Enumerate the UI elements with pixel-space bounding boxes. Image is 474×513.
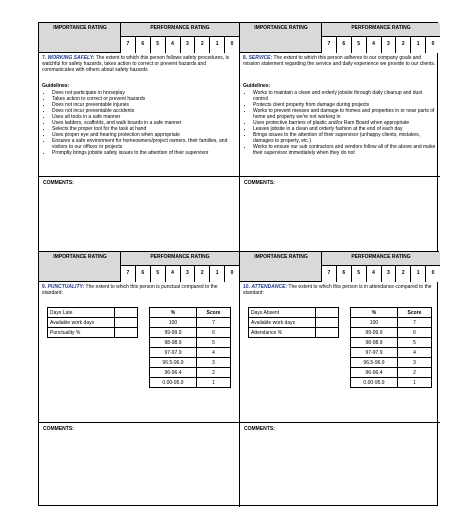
rating-header [240, 252, 440, 282]
scale-0[interactable]: 0 [431, 270, 435, 276]
guidelines-list [42, 90, 236, 156]
list-item: • Brings issues to the attention of their supervisor (unhappy clients, mistakes, damages to property, etc.) [253, 132, 437, 144]
scale-2[interactable]: 2 [195, 37, 210, 53]
section-desc: The extent to which this person adheres to our company goals and mission statement regarding the service and daily experience we provide to our clients. [243, 55, 436, 67]
comments-divider [240, 176, 440, 177]
list-item: • Selects the proper tool for the task at hand [52, 126, 236, 132]
comments-divider [240, 422, 440, 423]
scale-6[interactable]: 6 [337, 37, 352, 53]
performance-scale [322, 265, 440, 282]
performance-scale [121, 265, 239, 282]
score-table [149, 307, 231, 388]
col-header: Score [398, 308, 432, 318]
scale-3[interactable]: 3 [382, 266, 397, 282]
evaluation-form [38, 22, 438, 506]
row-label: Available work days [249, 318, 316, 328]
list-item: • Ensures a safe environment for homeowners/project owners, their families, and visitors to our offices or projects [52, 138, 236, 150]
comments-label: COMMENTS: [244, 180, 275, 186]
section-title: PUNCTUALITY: [47, 284, 85, 290]
col-header: % [351, 308, 398, 318]
scale-1[interactable]: 1 [411, 266, 426, 282]
section-working-safely [39, 23, 239, 251]
table-cell: 5 [398, 338, 432, 348]
table-cell: 100 [351, 318, 398, 328]
list-item: • Uses protective barriers of plastic and/or Ram Board when appropriate [253, 120, 437, 126]
scale-7[interactable]: 7 [121, 266, 136, 282]
row-label: Punctuality % [48, 328, 115, 338]
scale-4[interactable]: 4 [166, 37, 181, 53]
guidelines-label: Guidelines: [243, 83, 271, 89]
list-item: • Works to ensure our sub contractors and vendors follow all of the above and make their supervisor immediately when they do not [253, 144, 437, 156]
table-cell: 0.00-95.9 [351, 378, 398, 388]
rating-header [39, 23, 239, 53]
value-cell[interactable] [316, 308, 339, 318]
value-cell[interactable] [316, 328, 339, 338]
value-cell[interactable] [115, 318, 138, 328]
list-item: • Promptly brings jobsite safety issues to the attention of their supervisor [52, 150, 236, 156]
list-item: • Works to maintain a clean and orderly jobsite through daily cleanup and dust control [253, 90, 437, 102]
row-label: Days Late [48, 308, 115, 318]
table-cell: 96.5-96.9 [150, 358, 197, 368]
table-cell: 100 [150, 318, 197, 328]
table-cell: 7 [398, 318, 432, 328]
list-item: • Uses proper eye and hearing protection when appropriate [52, 132, 236, 138]
col-header: % [150, 308, 197, 318]
performance-rating-label: PERFORMANCE RATING [150, 254, 210, 260]
scale-3[interactable]: 3 [181, 37, 196, 53]
list-item: • Uses ladders, scaffolds, and walk boards in a safe manner [52, 120, 236, 126]
section-desc: The extent to which this person is in attendance compared to the standard: [243, 284, 432, 296]
performance-rating-label: PERFORMANCE RATING [150, 25, 210, 31]
scale-2[interactable]: 2 [195, 266, 210, 282]
performance-scale [322, 36, 440, 53]
section-number: 8. [243, 55, 248, 61]
guidelines-label: Guidelines: [42, 83, 70, 89]
importance-rating-label: IMPORTANCE RATING [254, 25, 308, 31]
table-cell: 6 [197, 328, 231, 338]
row-label: Days Absent [249, 308, 316, 318]
list-item: • Does not incur preventable accidents [52, 108, 236, 114]
section-number: 10. [243, 284, 250, 290]
scale-2[interactable]: 2 [396, 37, 411, 53]
rating-header [39, 252, 239, 282]
scale-0[interactable]: 0 [431, 41, 435, 47]
scale-1[interactable]: 1 [210, 37, 225, 53]
rating-header [240, 23, 440, 53]
table-cell: 98-98.9 [150, 338, 197, 348]
value-cell[interactable] [115, 308, 138, 318]
table-cell: 97-97.9 [150, 348, 197, 358]
table-cell: 7 [197, 318, 231, 328]
scale-2[interactable]: 2 [396, 266, 411, 282]
col-header: Score [197, 308, 231, 318]
section-title: SERVICE: [248, 55, 273, 61]
scale-6[interactable]: 6 [136, 37, 151, 53]
table-cell: 0.00-95.9 [150, 378, 197, 388]
table-cell: 3 [197, 358, 231, 368]
table-cell: 96-96.4 [351, 368, 398, 378]
table-cell: 2 [197, 368, 231, 378]
table-cell: 96-96.4 [150, 368, 197, 378]
scale-4[interactable]: 4 [166, 266, 181, 282]
list-item: • Does not incur preventable injuries [52, 102, 236, 108]
table-cell: 4 [398, 348, 432, 358]
list-item: • Uses all tools in a safe manner [52, 114, 236, 120]
scale-5[interactable]: 5 [352, 266, 367, 282]
comments-label: COMMENTS: [43, 180, 74, 186]
scale-7[interactable]: 7 [121, 37, 136, 53]
scale-5[interactable]: 5 [352, 37, 367, 53]
section-service [239, 23, 440, 251]
scale-7[interactable]: 7 [322, 266, 337, 282]
attendance-input-table [248, 307, 339, 338]
guidelines-list [243, 90, 437, 156]
importance-rating-label: IMPORTANCE RATING [53, 254, 107, 260]
scale-4[interactable]: 4 [367, 37, 382, 53]
section-attendance [239, 252, 440, 507]
scale-5[interactable]: 5 [151, 266, 166, 282]
scale-7[interactable]: 7 [322, 37, 337, 53]
performance-scale [121, 36, 239, 53]
table-cell: 5 [197, 338, 231, 348]
scale-0[interactable]: 0 [230, 41, 234, 47]
section-desc: The extent to which this person follows safety procedures, is watchful for safety hazards, takes action to correct or prevent hazards and communicates with others about safety hazards [42, 55, 230, 73]
section-number: 9. [42, 284, 47, 290]
section-title: ATTENDANCE: [251, 284, 288, 290]
score-table [350, 307, 432, 388]
list-item: • Protects client property from damage during projects [253, 102, 437, 108]
table-cell: 3 [398, 358, 432, 368]
table-cell: 98-98.9 [351, 338, 398, 348]
table-cell: 96.5-96.9 [351, 358, 398, 368]
section-description [243, 55, 437, 67]
table-cell: 99-99.9 [351, 328, 398, 338]
scale-1[interactable]: 1 [411, 37, 426, 53]
section-punctuality [39, 252, 239, 507]
section-description [42, 55, 236, 73]
punctuality-input-table [47, 307, 138, 338]
value-cell[interactable] [316, 318, 339, 328]
scale-3[interactable]: 3 [382, 37, 397, 53]
scale-0[interactable]: 0 [230, 270, 234, 276]
value-cell[interactable] [115, 328, 138, 338]
row-label: Available work days [48, 318, 115, 328]
list-item: • Works to prevent messes and damage to homes and properties in or near parts of home and property we're not working in [253, 108, 437, 120]
section-number: 7. [42, 55, 47, 61]
performance-rating-label: PERFORMANCE RATING [351, 25, 411, 31]
scale-6[interactable]: 6 [136, 266, 151, 282]
comments-label: COMMENTS: [244, 426, 275, 432]
table-cell: 97-97.9 [351, 348, 398, 358]
table-cell: 2 [398, 368, 432, 378]
scale-5[interactable]: 5 [151, 37, 166, 53]
importance-rating-label: IMPORTANCE RATING [254, 254, 308, 260]
row-label: Attendance % [249, 328, 316, 338]
table-cell: 1 [398, 378, 432, 388]
list-item: • Does not participate in horseplay [52, 90, 236, 96]
list-item: • Takes action to correct or prevent hazards [52, 96, 236, 102]
table-cell: 4 [197, 348, 231, 358]
comments-divider [39, 176, 239, 177]
section-title: WORKING SAFELY: [47, 55, 95, 61]
table-cell: 99-99.9 [150, 328, 197, 338]
section-description [42, 284, 236, 296]
scale-1[interactable]: 1 [210, 266, 225, 282]
scale-4[interactable]: 4 [367, 266, 382, 282]
table-cell: 1 [197, 378, 231, 388]
comments-label: COMMENTS: [43, 426, 74, 432]
list-item: • Leaves jobsite in a clean and orderly fashion at the end of each day [253, 126, 437, 132]
section-desc: The extent to which this person is punctual compared to the standard: [42, 284, 218, 296]
scale-3[interactable]: 3 [181, 266, 196, 282]
section-description [243, 284, 437, 296]
performance-rating-label: PERFORMANCE RATING [351, 254, 411, 260]
comments-divider [39, 422, 239, 423]
importance-rating-label: IMPORTANCE RATING [53, 25, 107, 31]
scale-6[interactable]: 6 [337, 266, 352, 282]
table-cell: 6 [398, 328, 432, 338]
